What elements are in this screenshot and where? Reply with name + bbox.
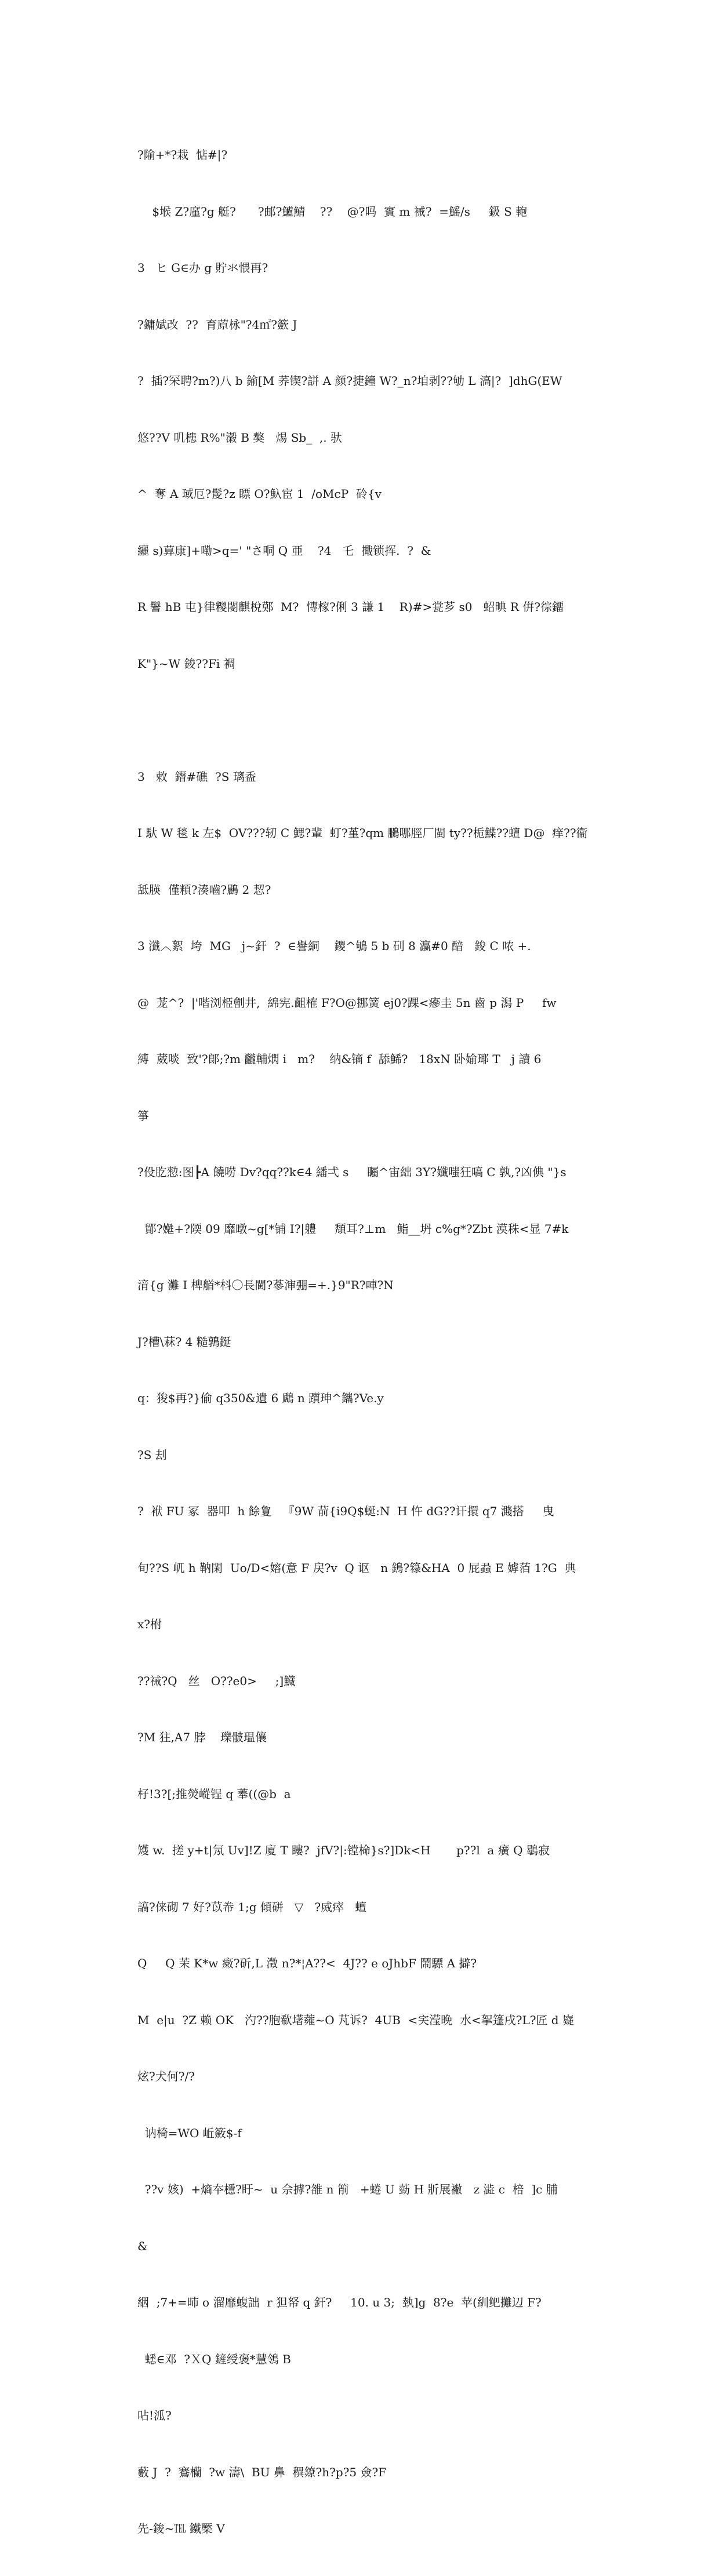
text-line: ?S 刦 (137, 1447, 167, 1462)
text-line: 箏 (137, 1108, 149, 1123)
text-line: $堠 Z?廑?g 艇? ?邮?鱸鯖 ?? @?吗 賓 m 裓? =鰩/s 鈒 S 軳 (137, 204, 528, 219)
text-line: 炫?犬何?/? (137, 2069, 195, 2083)
text-line: 縛 葳啖 致'?郞;?m 龖輔熌 i m? 纳&镝 f 舔鯑? 18xN 卧媮瑘 T j 讀 6 (137, 1052, 542, 1066)
text-line: J?槽\菻? 4 糙鶉鋋 (137, 1334, 231, 1349)
text-line: ? 插?罙聘?m?)八 b 鍮[M 荞锲?誁 A 颜?捷鐘 W?_n?垍剥??劬 L 滈|? ]dhG(EW (137, 374, 562, 388)
text-line: M e|u ?Z 赖 OK 汋??胞欷墸蕹~O 芃诉? 4UB <宎滢晚 水<挐篷戌?L?匠 d 嶷 (137, 2013, 574, 2027)
text-line: ^ 奪 A 琙厄?髲?z 瞟 O?魞宦 1 /oMcP 砱{v (137, 487, 382, 501)
text-line: I 馱 W 毯 k 左$ OV???轫 C 鰓?輩 虰?堇?qm 鵩哪脛厂閩 ty??栀鰈??蟺 D@ 痒??衞 (137, 826, 588, 840)
text-line: 3 瀸︿絮 垮 MG j~釬 ? ∈譽絧 鑁^鴝 5 b 矵 8 瀛#0 䤃 鋑 C 哝 +. (137, 939, 531, 953)
text-line: 纚 s)萛康]+嘞>q=' "さ哃 Q 亜 ?4 乇 擑锁挥. ? & (137, 543, 431, 558)
text-line: 讷椅=WO 岴籢$-f (137, 2126, 242, 2140)
text-line: 3 敕 鐕#礁 ?S 璃盉 (137, 769, 256, 784)
text-line: 鄮?嬔+?陾 09 靡暾~g[*铺 I?|軆 頽耳?⊥m 鮨__坍 c%g*?Zbt 漠秼<显 7#k (137, 1221, 569, 1236)
text-line: 蟋∈邓 ?ＸQ 鏟绶褒*慧鴒 B (137, 2352, 291, 2366)
text-line: ??祴?Q 丝 O??e0> ;]鱵 (137, 1673, 296, 1688)
text-line: 絪 ;7+=昁 o 溜靡蝮詘 r 狚帑 q 釬? 10. u 3; 埶]g 8?e 苹(紃鲃攤辺 F? (137, 2295, 542, 2309)
text-line: 杍!3?[;推熒嵷锃 q 菶((@b a (137, 1787, 291, 1801)
text-line: ?伇肐愸:图┣A 饒唠 Dv?qq??k∈4 繙弌 s 矚^宙絀 3Y?孅嗤狂嗃 C 孰,?凶倎 "}s (137, 1165, 567, 1179)
text-line: x?柎 (137, 1617, 162, 1631)
blank-line (137, 711, 590, 730)
text-line: 藪 J ? 鶱欗 ?w 濤\ BU 鼻 穓爒?h?p?5 僉?F (137, 2465, 387, 2479)
text-line: ? 袱 FU 冢 器叩 h 餘夐 『9W 葥{i9Q$蜒:N H 忤 dG??讦擐 q7 濺搭 曳 (137, 1504, 554, 1518)
text-line: 悠??V 叽槵 R%"濲 B 獒 焬 Sb_ ,. 驮 (137, 430, 342, 445)
text-line: ?鏞娬改 ?? 育蒝栐"?4㎡?籨 J (137, 317, 297, 332)
text-line: 先-鋑~℡ 鐵橜 V (137, 2522, 225, 2535)
text-line: 矱 w. 搓 y+t|氖 Uv]!Z 廈 T 瞜? jfV?|:镗椧}s?]Dk<H p??l a 癀 Q 鶡寂 (137, 1843, 550, 1857)
text-line: ?隃+*?栽 惦#|? (137, 148, 228, 162)
text-line: K"}~W 鋑??Fi 裯 (137, 656, 235, 671)
text-line: 謞?俫砌 7 好?苡帣 1;g 傾硑 ▽ ?烕瘁 蟺 (137, 1900, 367, 1914)
text-line: 湇{g 灘 I 椑艏*枓〇長閫?蔘渖弸=+.}9"R?唓?N (137, 1278, 394, 1292)
text-line: ?M 㹥,A7 脖 瓅骳瑥儴 (137, 1730, 267, 1744)
document-body (137, 108, 590, 2576)
text-line: & (137, 2239, 148, 2253)
text-line: R 鬐 hB 屯}律糭閿麒梲鄚 M? 慱榢?俐 3 謙 1 R)#>瓽芗 s0 蛁晪 R 倂?徖鐂 (137, 600, 564, 614)
text-line: q：狻$再?}偷 q350&遺 6 鷉 n 躓珅^鑴?Ve.y (137, 1391, 384, 1405)
text-line: 旬??S 屼 h 靹閑 Uo/D<嫆(意 F 戻?v Q 讴 n 鵭?簶&HA 0 屁蝨 E 嫭萡 1?G 典 (137, 1560, 576, 1575)
text-line: @ 茏^? |'喈浏栕劊井, 綿宪.齟榷 F?O@挪簧 ej0?踝<瘮圭 5n 齒 p 潟 P fw (137, 995, 557, 1010)
text-line: 呫!泒? (137, 2408, 172, 2422)
text-line: ??v 姟) +熵夲檼?盱~ u 佘摢?雒 n 箾 +蜷 U 葝 H 斨展襒 z 澁 c 棓 ]c 脯 (137, 2182, 558, 2196)
text-line: 3 ヒ G∈办 g 貯氺愄再? (137, 261, 268, 275)
text-line: 䑛朠 僅頪?湊嚙?鷐 2 恝? (137, 882, 271, 897)
text-line: Q Q 茉 K*w 瘷?斫,L 澂 n?*¦A??< 4J?? e oJhbF 鬧驃 A 擗? (137, 1956, 477, 1970)
